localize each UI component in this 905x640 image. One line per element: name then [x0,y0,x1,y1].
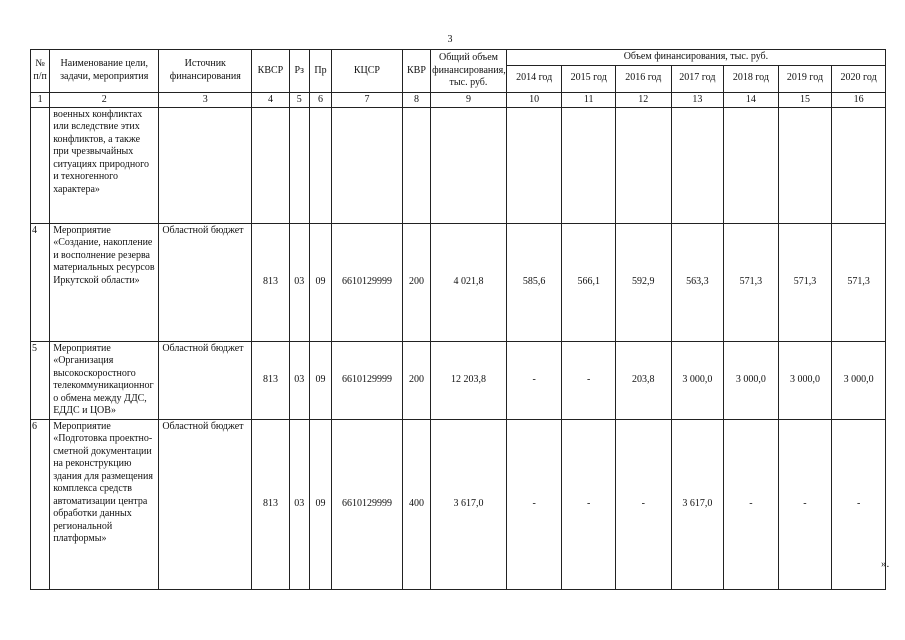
row-kcsr: 6610129999 [332,419,403,589]
col-header-pr: Пр [309,50,331,93]
row-year-value: 3 000,0 [778,341,832,419]
column-number: 16 [832,92,886,107]
page-number: 3 [447,34,453,45]
column-number: 6 [309,92,331,107]
column-number: 7 [332,92,403,107]
row-year-value: 585,6 [506,223,562,341]
row-name: военных конфликтах или вследствие этих конфликтов, а также при чрезвычайных ситуациях природного и техногенного характера» [50,107,159,223]
row-year-value [832,107,886,223]
row-num: 4 [31,223,50,341]
row-kvr: 200 [402,341,430,419]
column-number: 10 [506,92,562,107]
column-number: 1 [31,92,50,107]
row-kcsr [332,107,403,223]
row-kvr: 400 [402,419,430,589]
row-pr: 09 [309,341,331,419]
col-header-total: Общий объем финансирования, тыс. руб. [431,50,507,93]
column-number: 15 [778,92,832,107]
col-header-kvr: КВР [402,50,430,93]
row-rz: 03 [289,223,309,341]
row-source [159,107,252,223]
row-total: 3 617,0 [431,419,507,589]
row-source: Областной бюджет [159,419,252,589]
table-row [31,419,886,589]
col-header-volume: Объем финансирования, тыс. руб. [506,50,885,66]
row-year-value: 571,3 [724,223,779,341]
row-kvsr: 813 [252,341,289,419]
col-header-year: 2018 год [724,65,779,92]
row-year-value: 3 000,0 [671,341,724,419]
row-year-value: - [616,419,672,589]
row-total [431,107,507,223]
column-number: 3 [159,92,252,107]
row-year-value: 3 617,0 [671,419,724,589]
column-number: 9 [431,92,507,107]
row-kcsr: 6610129999 [332,341,403,419]
col-header-year: 2019 год [778,65,832,92]
table-row [31,223,886,341]
row-year-value [778,107,832,223]
row-year-value: 571,3 [832,223,886,341]
row-name: Мероприятие «Подготовка проектно-сметной документации на реконструкцию здания для размещения комплекса средств автоматизации центра обработки данных региональной платформы» [50,419,159,589]
row-source: Областной бюджет [159,341,252,419]
row-pr [309,107,331,223]
table-row [31,341,886,419]
row-year-value: 571,3 [778,223,832,341]
col-header-year: 2017 год [671,65,724,92]
row-pr: 09 [309,419,331,589]
column-number: 2 [50,92,159,107]
column-number: 12 [616,92,672,107]
row-year-value: 3 000,0 [724,341,779,419]
row-year-value [506,107,562,223]
row-kvr [402,107,430,223]
row-year-value: - [832,419,886,589]
row-source: Областной бюджет [159,223,252,341]
col-header-year: 2015 год [562,65,616,92]
col-header-num: № п/п [31,50,50,93]
row-year-value: - [506,341,562,419]
col-header-rz: Рз [289,50,309,93]
row-kcsr: 6610129999 [332,223,403,341]
row-total: 4 021,8 [431,223,507,341]
row-year-value [562,107,616,223]
closing-quote-mark: ». [881,558,890,570]
row-num [31,107,50,223]
column-number: 4 [252,92,289,107]
row-name: Мероприятие «Организация высокоскоростного телекоммуникационного обмена между ДДС, ЕДДС и ЦОВ» [50,341,159,419]
col-header-name: Наименование цели, задачи, мероприятия [50,50,159,93]
row-year-value: 592,9 [616,223,672,341]
col-header-source: Источник финансирования [159,50,252,93]
row-num: 6 [31,419,50,589]
row-name: Мероприятие «Создание, накопление и восполнение резерва материальных ресурсов Иркутской области» [50,223,159,341]
row-year-value: - [506,419,562,589]
column-number-row [31,92,886,107]
row-rz: 03 [289,341,309,419]
row-kvsr: 813 [252,223,289,341]
col-header-year: 2016 год [616,65,672,92]
row-rz [289,107,309,223]
row-year-value: - [724,419,779,589]
row-year-value: - [562,341,616,419]
column-number: 11 [562,92,616,107]
row-year-value [724,107,779,223]
column-number: 8 [402,92,430,107]
col-header-kvsr: КВСР [252,50,289,93]
col-header-year: 2020 год [832,65,886,92]
row-year-value [671,107,724,223]
row-kvsr [252,107,289,223]
row-year-value: 563,3 [671,223,724,341]
table-row [31,107,886,223]
row-rz: 03 [289,419,309,589]
row-kvsr: 813 [252,419,289,589]
row-total: 12 203,8 [431,341,507,419]
row-pr: 09 [309,223,331,341]
financing-table [30,49,886,590]
row-year-value: - [778,419,832,589]
row-year-value: 3 000,0 [832,341,886,419]
row-year-value: - [562,419,616,589]
col-header-year: 2014 год [506,65,562,92]
row-num: 5 [31,341,50,419]
column-number: 5 [289,92,309,107]
row-year-value: 203,8 [616,341,672,419]
column-number: 13 [671,92,724,107]
row-year-value: 566,1 [562,223,616,341]
row-kvr: 200 [402,223,430,341]
column-number: 14 [724,92,779,107]
col-header-kcsr: КЦСР [332,50,403,93]
row-year-value [616,107,672,223]
